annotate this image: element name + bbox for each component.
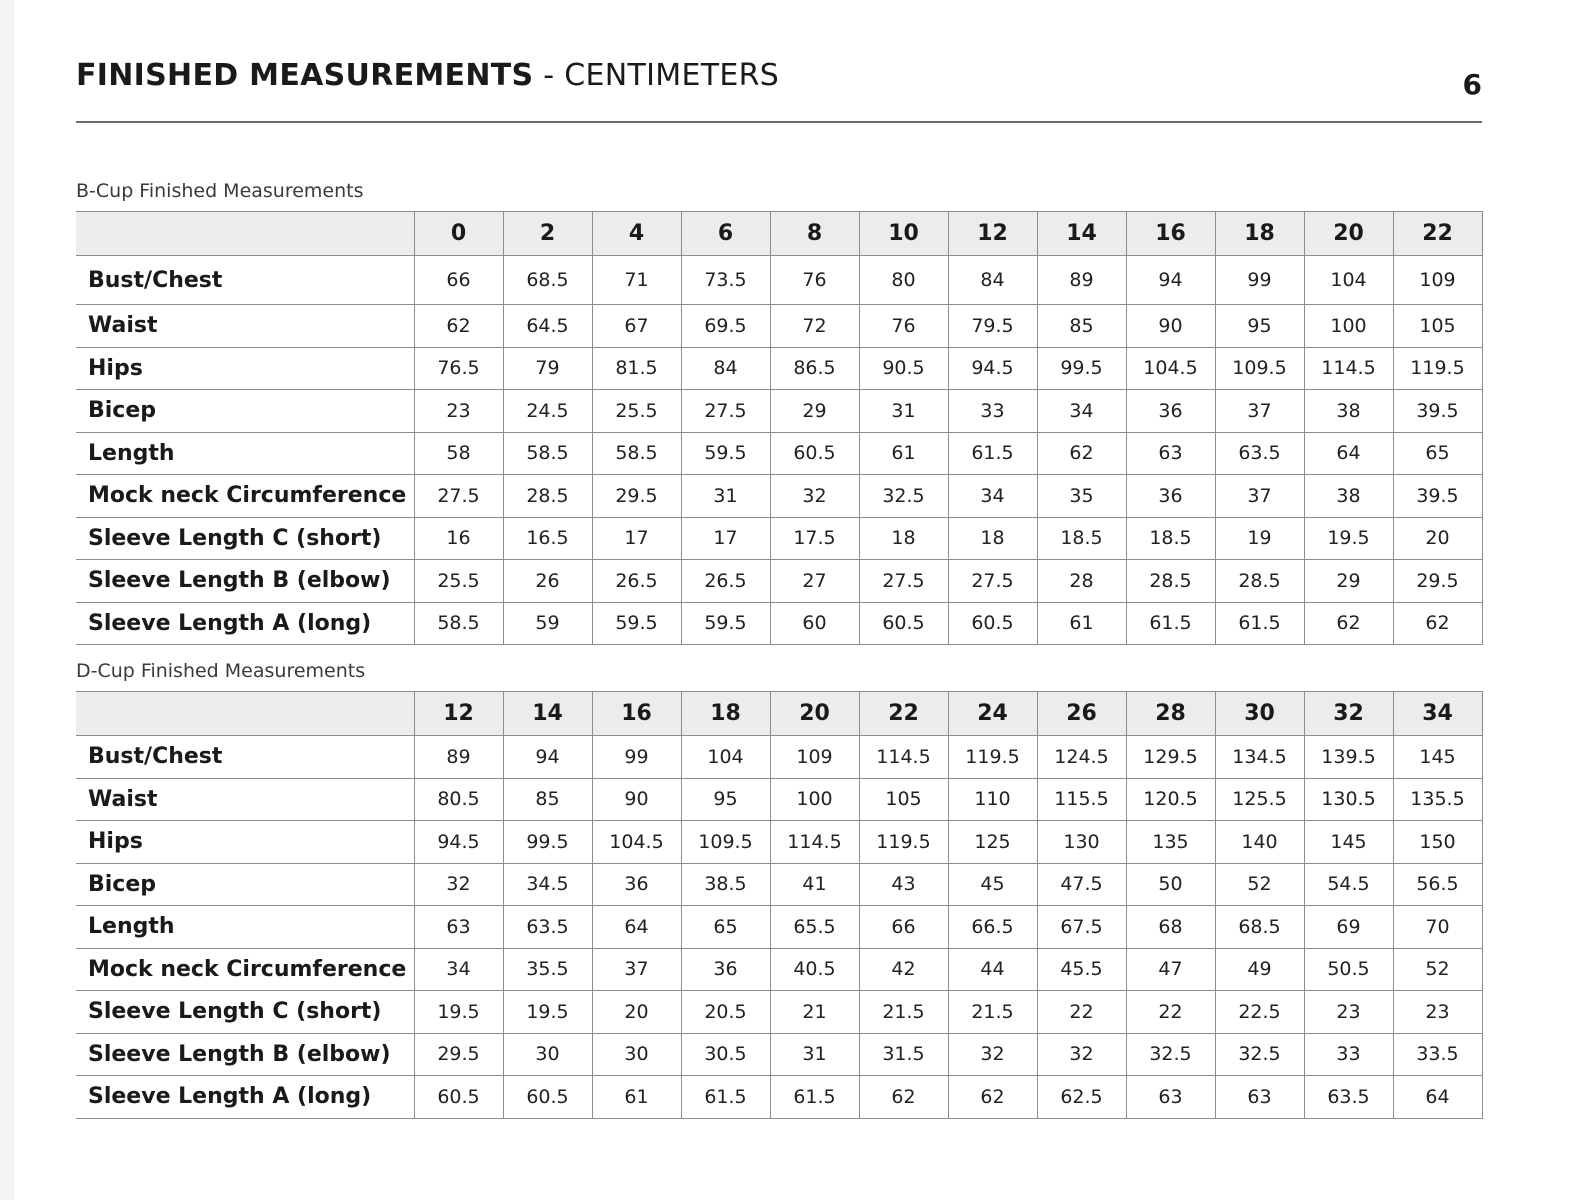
measurement-cell: 38.5	[681, 863, 770, 906]
row-label: Length	[76, 906, 414, 949]
row-label: Sleeve Length A (long)	[76, 602, 414, 645]
measurement-cell: 27.5	[681, 390, 770, 433]
measurement-cell: 84	[948, 256, 1037, 305]
row-label: Sleeve Length A (long)	[76, 1076, 414, 1119]
measurement-cell: 134.5	[1215, 736, 1304, 779]
measurement-cell: 22.5	[1215, 991, 1304, 1034]
d-cup-table	[76, 691, 1483, 1119]
measurement-cell: 100	[1304, 305, 1393, 348]
measurement-cell: 67	[592, 305, 681, 348]
table-row	[76, 602, 1482, 645]
measurement-cell: 26.5	[681, 560, 770, 603]
table-header-row	[76, 212, 1482, 256]
measurement-cell: 68.5	[503, 256, 592, 305]
measurement-cell: 31.5	[859, 1033, 948, 1076]
row-label: Mock neck Circumference	[76, 948, 414, 991]
measurement-cell: 21.5	[948, 991, 1037, 1034]
measurement-cell: 100	[770, 778, 859, 821]
size-header-cell: 12	[414, 692, 503, 736]
measurement-cell: 99.5	[1037, 347, 1126, 390]
measurement-cell: 63.5	[1304, 1076, 1393, 1119]
measurement-cell: 145	[1393, 736, 1482, 779]
measurement-cell: 34	[414, 948, 503, 991]
measurement-cell: 47.5	[1037, 863, 1126, 906]
row-label: Waist	[76, 778, 414, 821]
measurement-cell: 19.5	[414, 991, 503, 1034]
measurement-cell: 29	[1304, 560, 1393, 603]
measurement-cell: 26	[503, 560, 592, 603]
size-header-cell: 34	[1393, 692, 1482, 736]
title-bold: FINISHED MEASUREMENTS	[76, 58, 534, 93]
measurement-cell: 63.5	[503, 906, 592, 949]
measurement-cell: 60.5	[770, 432, 859, 475]
measurement-cell: 130	[1037, 821, 1126, 864]
measurement-cell: 50	[1126, 863, 1215, 906]
measurement-cell: 90	[1126, 305, 1215, 348]
measurement-cell: 104.5	[592, 821, 681, 864]
table-row	[76, 948, 1482, 991]
measurement-cell: 17	[592, 517, 681, 560]
measurement-cell: 37	[1215, 390, 1304, 433]
measurement-cell: 34	[948, 475, 1037, 518]
measurement-cell: 80	[859, 256, 948, 305]
title-separator: -	[533, 58, 565, 93]
measurement-cell: 44	[948, 948, 1037, 991]
measurement-cell: 32	[1037, 1033, 1126, 1076]
table-row	[76, 821, 1482, 864]
measurement-cell: 139.5	[1304, 736, 1393, 779]
size-header-cell: 14	[503, 692, 592, 736]
measurement-cell: 58.5	[592, 432, 681, 475]
measurement-cell: 58	[414, 432, 503, 475]
measurement-cell: 66	[414, 256, 503, 305]
measurement-cell: 62.5	[1037, 1076, 1126, 1119]
measurement-cell: 27.5	[414, 475, 503, 518]
table-row	[76, 256, 1482, 305]
measurement-cell: 18.5	[1126, 517, 1215, 560]
row-label: Waist	[76, 305, 414, 348]
measurement-cell: 22	[1037, 991, 1126, 1034]
measurement-cell: 72	[770, 305, 859, 348]
measurement-cell: 79	[503, 347, 592, 390]
measurement-cell: 27	[770, 560, 859, 603]
table-row	[76, 736, 1482, 779]
row-label: Bust/Chest	[76, 256, 414, 305]
measurement-cell: 34	[1037, 390, 1126, 433]
size-header-cell: 20	[770, 692, 859, 736]
measurement-cell: 114.5	[770, 821, 859, 864]
measurement-cell: 23	[414, 390, 503, 433]
measurement-cell: 19.5	[503, 991, 592, 1034]
measurement-cell: 120.5	[1126, 778, 1215, 821]
measurement-cell: 19	[1215, 517, 1304, 560]
measurement-cell: 52	[1393, 948, 1482, 991]
table-row	[76, 390, 1482, 433]
measurement-cell: 18	[859, 517, 948, 560]
measurement-cell: 37	[592, 948, 681, 991]
measurement-cell: 110	[948, 778, 1037, 821]
measurement-cell: 31	[770, 1033, 859, 1076]
measurement-cell: 30.5	[681, 1033, 770, 1076]
measurement-cell: 150	[1393, 821, 1482, 864]
measurement-cell: 85	[1037, 305, 1126, 348]
measurement-cell: 65	[681, 906, 770, 949]
measurement-cell: 49	[1215, 948, 1304, 991]
measurement-cell: 39.5	[1393, 390, 1482, 433]
measurement-cell: 114.5	[859, 736, 948, 779]
measurement-cell: 63	[1126, 432, 1215, 475]
measurement-cell: 76	[859, 305, 948, 348]
measurement-cell: 140	[1215, 821, 1304, 864]
table-row	[76, 475, 1482, 518]
size-header-cell: 14	[1037, 212, 1126, 256]
measurement-cell: 32	[770, 475, 859, 518]
measurement-cell: 63	[414, 906, 503, 949]
measurement-cell: 89	[414, 736, 503, 779]
measurement-cell: 59.5	[681, 432, 770, 475]
measurement-cell: 60.5	[503, 1076, 592, 1119]
size-header-cell: 18	[1215, 212, 1304, 256]
measurement-cell: 23	[1304, 991, 1393, 1034]
measurement-cell: 34.5	[503, 863, 592, 906]
measurement-cell: 66.5	[948, 906, 1037, 949]
measurement-cell: 39.5	[1393, 475, 1482, 518]
measurement-cell: 61	[1037, 602, 1126, 645]
measurement-cell: 85	[503, 778, 592, 821]
measurement-cell: 19.5	[1304, 517, 1393, 560]
measurement-cell: 60	[770, 602, 859, 645]
measurement-cell: 62	[414, 305, 503, 348]
measurement-cell: 69	[1304, 906, 1393, 949]
header-corner-cell	[76, 212, 414, 256]
b-cup-caption: B-Cup Finished Measurements	[76, 180, 364, 202]
measurement-cell: 33.5	[1393, 1033, 1482, 1076]
measurement-cell: 59.5	[592, 602, 681, 645]
measurement-cell: 86.5	[770, 347, 859, 390]
measurement-cell: 119.5	[1393, 347, 1482, 390]
measurement-cell: 68.5	[1215, 906, 1304, 949]
row-label: Hips	[76, 821, 414, 864]
size-header-cell: 22	[859, 692, 948, 736]
measurement-cell: 43	[859, 863, 948, 906]
size-header-cell: 8	[770, 212, 859, 256]
measurement-cell: 28	[1037, 560, 1126, 603]
measurement-cell: 105	[1393, 305, 1482, 348]
measurement-cell: 124.5	[1037, 736, 1126, 779]
measurement-cell: 20.5	[681, 991, 770, 1034]
measurement-cell: 36	[1126, 390, 1215, 433]
measurement-cell: 25.5	[592, 390, 681, 433]
size-header-cell: 26	[1037, 692, 1126, 736]
measurement-cell: 16	[414, 517, 503, 560]
measurement-cell: 89	[1037, 256, 1126, 305]
measurement-cell: 27.5	[859, 560, 948, 603]
measurement-cell: 23	[1393, 991, 1482, 1034]
measurement-cell: 119.5	[859, 821, 948, 864]
measurement-cell: 62	[1393, 602, 1482, 645]
measurement-cell: 104	[681, 736, 770, 779]
row-label: Hips	[76, 347, 414, 390]
measurement-cell: 129.5	[1126, 736, 1215, 779]
measurement-cell: 35	[1037, 475, 1126, 518]
measurement-cell: 69.5	[681, 305, 770, 348]
size-header-cell: 10	[859, 212, 948, 256]
row-label: Sleeve Length C (short)	[76, 517, 414, 560]
measurement-cell: 58.5	[414, 602, 503, 645]
measurement-cell: 84	[681, 347, 770, 390]
measurement-cell: 64	[1304, 432, 1393, 475]
measurement-cell: 135.5	[1393, 778, 1482, 821]
header-divider	[76, 121, 1482, 123]
measurement-cell: 59	[503, 602, 592, 645]
table-row	[76, 517, 1482, 560]
measurement-cell: 94	[503, 736, 592, 779]
measurement-cell: 73.5	[681, 256, 770, 305]
measurement-cell: 81.5	[592, 347, 681, 390]
size-header-cell: 30	[1215, 692, 1304, 736]
measurement-cell: 54.5	[1304, 863, 1393, 906]
size-header-cell: 28	[1126, 692, 1215, 736]
measurement-cell: 109.5	[681, 821, 770, 864]
measurement-cell: 64.5	[503, 305, 592, 348]
measurement-cell: 59.5	[681, 602, 770, 645]
measurement-cell: 32.5	[859, 475, 948, 518]
measurement-cell: 95	[1215, 305, 1304, 348]
size-header-cell: 32	[1304, 692, 1393, 736]
measurement-cell: 64	[592, 906, 681, 949]
document-page	[14, 0, 1574, 1200]
row-label: Sleeve Length B (elbow)	[76, 1033, 414, 1076]
row-label: Length	[76, 432, 414, 475]
measurement-cell: 61.5	[770, 1076, 859, 1119]
measurement-cell: 67.5	[1037, 906, 1126, 949]
measurement-cell: 52	[1215, 863, 1304, 906]
measurement-cell: 40.5	[770, 948, 859, 991]
measurement-cell: 109.5	[1215, 347, 1304, 390]
measurement-cell: 135	[1126, 821, 1215, 864]
measurement-cell: 70	[1393, 906, 1482, 949]
measurement-cell: 80.5	[414, 778, 503, 821]
measurement-cell: 95	[681, 778, 770, 821]
measurement-cell: 94.5	[948, 347, 1037, 390]
measurement-cell: 61.5	[1215, 602, 1304, 645]
measurement-cell: 20	[592, 991, 681, 1034]
table-row	[76, 1076, 1482, 1119]
measurement-cell: 114.5	[1304, 347, 1393, 390]
size-header-cell: 0	[414, 212, 503, 256]
measurement-cell: 104.5	[1126, 347, 1215, 390]
measurement-cell: 32.5	[1215, 1033, 1304, 1076]
measurement-cell: 31	[859, 390, 948, 433]
measurement-cell: 56.5	[1393, 863, 1482, 906]
measurement-cell: 17.5	[770, 517, 859, 560]
measurement-cell: 17	[681, 517, 770, 560]
measurement-cell: 109	[770, 736, 859, 779]
table-row	[76, 906, 1482, 949]
measurement-cell: 62	[859, 1076, 948, 1119]
measurement-cell: 58.5	[503, 432, 592, 475]
measurement-cell: 94	[1126, 256, 1215, 305]
measurement-cell: 29.5	[1393, 560, 1482, 603]
table-row	[76, 991, 1482, 1034]
measurement-cell: 28.5	[1126, 560, 1215, 603]
measurement-cell: 64	[1393, 1076, 1482, 1119]
measurement-cell: 115.5	[1037, 778, 1126, 821]
measurement-cell: 45.5	[1037, 948, 1126, 991]
table-header-row	[76, 692, 1482, 736]
measurement-cell: 32	[414, 863, 503, 906]
size-header-cell: 24	[948, 692, 1037, 736]
measurement-cell: 38	[1304, 475, 1393, 518]
size-header-cell: 18	[681, 692, 770, 736]
measurement-cell: 71	[592, 256, 681, 305]
measurement-cell: 33	[1304, 1033, 1393, 1076]
measurement-cell: 24.5	[503, 390, 592, 433]
measurement-cell: 41	[770, 863, 859, 906]
measurement-cell: 63.5	[1215, 432, 1304, 475]
measurement-cell: 119.5	[948, 736, 1037, 779]
measurement-cell: 65	[1393, 432, 1482, 475]
measurement-cell: 36	[681, 948, 770, 991]
table-row	[76, 1033, 1482, 1076]
row-label: Bust/Chest	[76, 736, 414, 779]
measurement-cell: 109	[1393, 256, 1482, 305]
measurement-cell: 35.5	[503, 948, 592, 991]
measurement-cell: 79.5	[948, 305, 1037, 348]
measurement-cell: 68	[1126, 906, 1215, 949]
measurement-cell: 18	[948, 517, 1037, 560]
measurement-cell: 61.5	[681, 1076, 770, 1119]
measurement-cell: 50.5	[1304, 948, 1393, 991]
measurement-cell: 130.5	[1304, 778, 1393, 821]
row-label: Bicep	[76, 863, 414, 906]
measurement-cell: 30	[592, 1033, 681, 1076]
size-header-cell: 20	[1304, 212, 1393, 256]
measurement-cell: 76.5	[414, 347, 503, 390]
measurement-cell: 63	[1215, 1076, 1304, 1119]
measurement-cell: 42	[859, 948, 948, 991]
size-header-cell: 16	[1126, 212, 1215, 256]
measurement-cell: 30	[503, 1033, 592, 1076]
measurement-cell: 38	[1304, 390, 1393, 433]
size-header-cell: 22	[1393, 212, 1482, 256]
measurement-cell: 37	[1215, 475, 1304, 518]
table-row	[76, 305, 1482, 348]
measurement-cell: 16.5	[503, 517, 592, 560]
size-header-cell: 16	[592, 692, 681, 736]
measurement-cell: 60.5	[948, 602, 1037, 645]
title-unit: CENTIMETERS	[564, 58, 780, 93]
measurement-cell: 61	[592, 1076, 681, 1119]
row-label: Bicep	[76, 390, 414, 433]
table-row	[76, 863, 1482, 906]
b-cup-table	[76, 211, 1483, 645]
measurement-cell: 99	[1215, 256, 1304, 305]
measurement-cell: 32	[948, 1033, 1037, 1076]
row-label: Sleeve Length B (elbow)	[76, 560, 414, 603]
measurement-cell: 145	[1304, 821, 1393, 864]
size-header-cell: 6	[681, 212, 770, 256]
measurement-cell: 90.5	[859, 347, 948, 390]
measurement-cell: 60.5	[859, 602, 948, 645]
measurement-cell: 22	[1126, 991, 1215, 1034]
table-row	[76, 347, 1482, 390]
measurement-cell: 62	[1037, 432, 1126, 475]
page-header	[76, 58, 1482, 110]
measurement-cell: 28.5	[503, 475, 592, 518]
measurement-cell: 21	[770, 991, 859, 1034]
measurement-cell: 26.5	[592, 560, 681, 603]
size-header-cell: 4	[592, 212, 681, 256]
measurement-cell: 29.5	[414, 1033, 503, 1076]
measurement-cell: 18.5	[1037, 517, 1126, 560]
measurement-cell: 60.5	[414, 1076, 503, 1119]
measurement-cell: 29	[770, 390, 859, 433]
measurement-cell: 105	[859, 778, 948, 821]
measurement-cell: 20	[1393, 517, 1482, 560]
measurement-cell: 61	[859, 432, 948, 475]
measurement-cell: 62	[1304, 602, 1393, 645]
page-title	[76, 58, 779, 93]
measurement-cell: 36	[592, 863, 681, 906]
measurement-cell: 45	[948, 863, 1037, 906]
measurement-cell: 36	[1126, 475, 1215, 518]
table-row	[76, 432, 1482, 475]
measurement-cell: 62	[948, 1076, 1037, 1119]
measurement-cell: 65.5	[770, 906, 859, 949]
measurement-cell: 21.5	[859, 991, 948, 1034]
measurement-cell: 61.5	[1126, 602, 1215, 645]
measurement-cell: 125	[948, 821, 1037, 864]
measurement-cell: 99.5	[503, 821, 592, 864]
measurement-cell: 125.5	[1215, 778, 1304, 821]
measurement-cell: 66	[859, 906, 948, 949]
measurement-cell: 47	[1126, 948, 1215, 991]
table-row	[76, 560, 1482, 603]
measurement-cell: 32.5	[1126, 1033, 1215, 1076]
measurement-cell: 29.5	[592, 475, 681, 518]
size-header-cell: 2	[503, 212, 592, 256]
measurement-cell: 27.5	[948, 560, 1037, 603]
d-cup-caption: D-Cup Finished Measurements	[76, 660, 366, 682]
measurement-cell: 76	[770, 256, 859, 305]
measurement-cell: 61.5	[948, 432, 1037, 475]
measurement-cell: 99	[592, 736, 681, 779]
measurement-cell: 25.5	[414, 560, 503, 603]
measurement-cell: 33	[948, 390, 1037, 433]
header-corner-cell	[76, 692, 414, 736]
measurement-cell: 94.5	[414, 821, 503, 864]
size-header-cell: 12	[948, 212, 1037, 256]
measurement-cell: 63	[1126, 1076, 1215, 1119]
page-number: 6	[1462, 68, 1482, 101]
measurement-cell: 104	[1304, 256, 1393, 305]
row-label: Sleeve Length C (short)	[76, 991, 414, 1034]
measurement-cell: 28.5	[1215, 560, 1304, 603]
measurement-cell: 31	[681, 475, 770, 518]
measurement-cell: 90	[592, 778, 681, 821]
row-label: Mock neck Circumference	[76, 475, 414, 518]
table-row	[76, 778, 1482, 821]
